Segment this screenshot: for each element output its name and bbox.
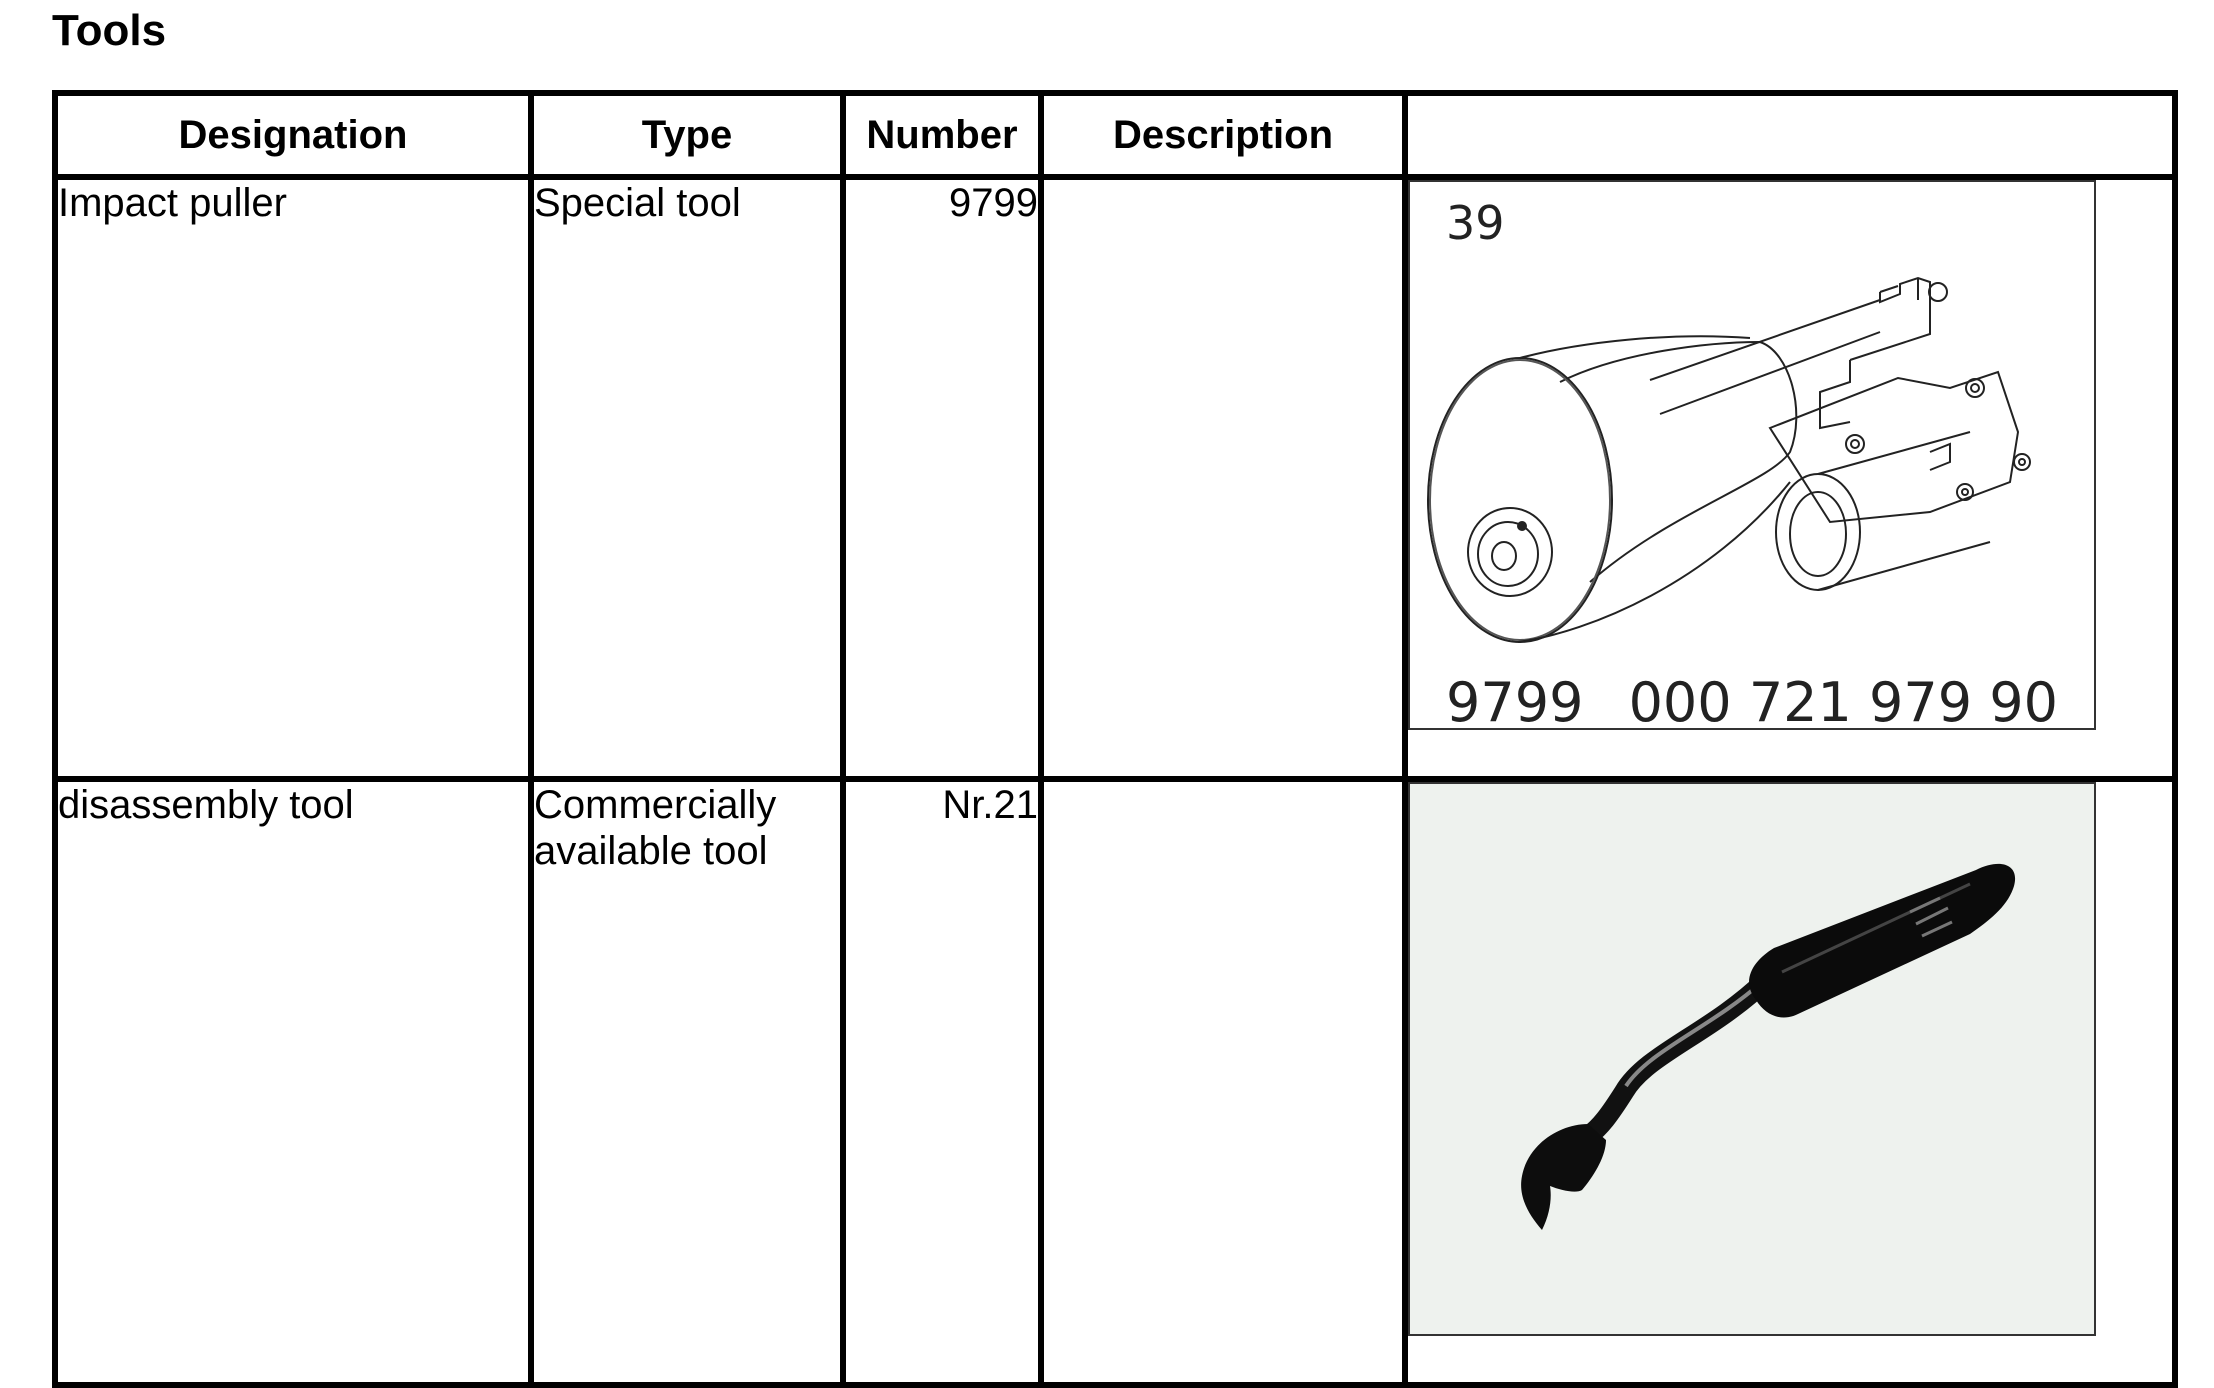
figure-part-number: 000 721 979 90 xyxy=(1628,671,2058,734)
header-number: Number xyxy=(843,93,1041,177)
trim-removal-screwdriver-icon xyxy=(1410,784,2094,1334)
cell-description xyxy=(1041,177,1405,779)
table-row xyxy=(55,177,2175,779)
cell-type: Special tool xyxy=(531,177,843,779)
cell-description xyxy=(1041,779,1405,1385)
header-description: Description xyxy=(1041,93,1405,177)
cell-designation: Impact puller xyxy=(55,177,531,779)
header-designation: Designation xyxy=(55,93,531,177)
type-line-1: Commercially xyxy=(534,783,777,827)
table-header-row xyxy=(55,93,2175,177)
cell-number: Nr.21 xyxy=(843,779,1041,1385)
impact-puller-drawing-icon xyxy=(1410,182,2094,734)
header-type: Type xyxy=(531,93,843,177)
page-title: Tools xyxy=(52,6,167,55)
tools-table xyxy=(52,90,2178,1388)
type-line-2: available tool xyxy=(534,829,768,873)
header-image xyxy=(1405,93,2175,177)
cell-number: 9799 xyxy=(843,177,1041,779)
tool-figure xyxy=(1408,180,2096,734)
table-row xyxy=(55,779,2175,1385)
cell-type xyxy=(531,779,843,1385)
cell-image xyxy=(1405,177,2175,779)
tool-photo xyxy=(1408,782,2096,1336)
figure-tool-code: 9799 xyxy=(1446,671,1584,734)
cell-designation: disassembly tool xyxy=(55,779,531,1385)
cell-image xyxy=(1405,779,2175,1385)
figure-index-label: 39 xyxy=(1446,196,1505,250)
